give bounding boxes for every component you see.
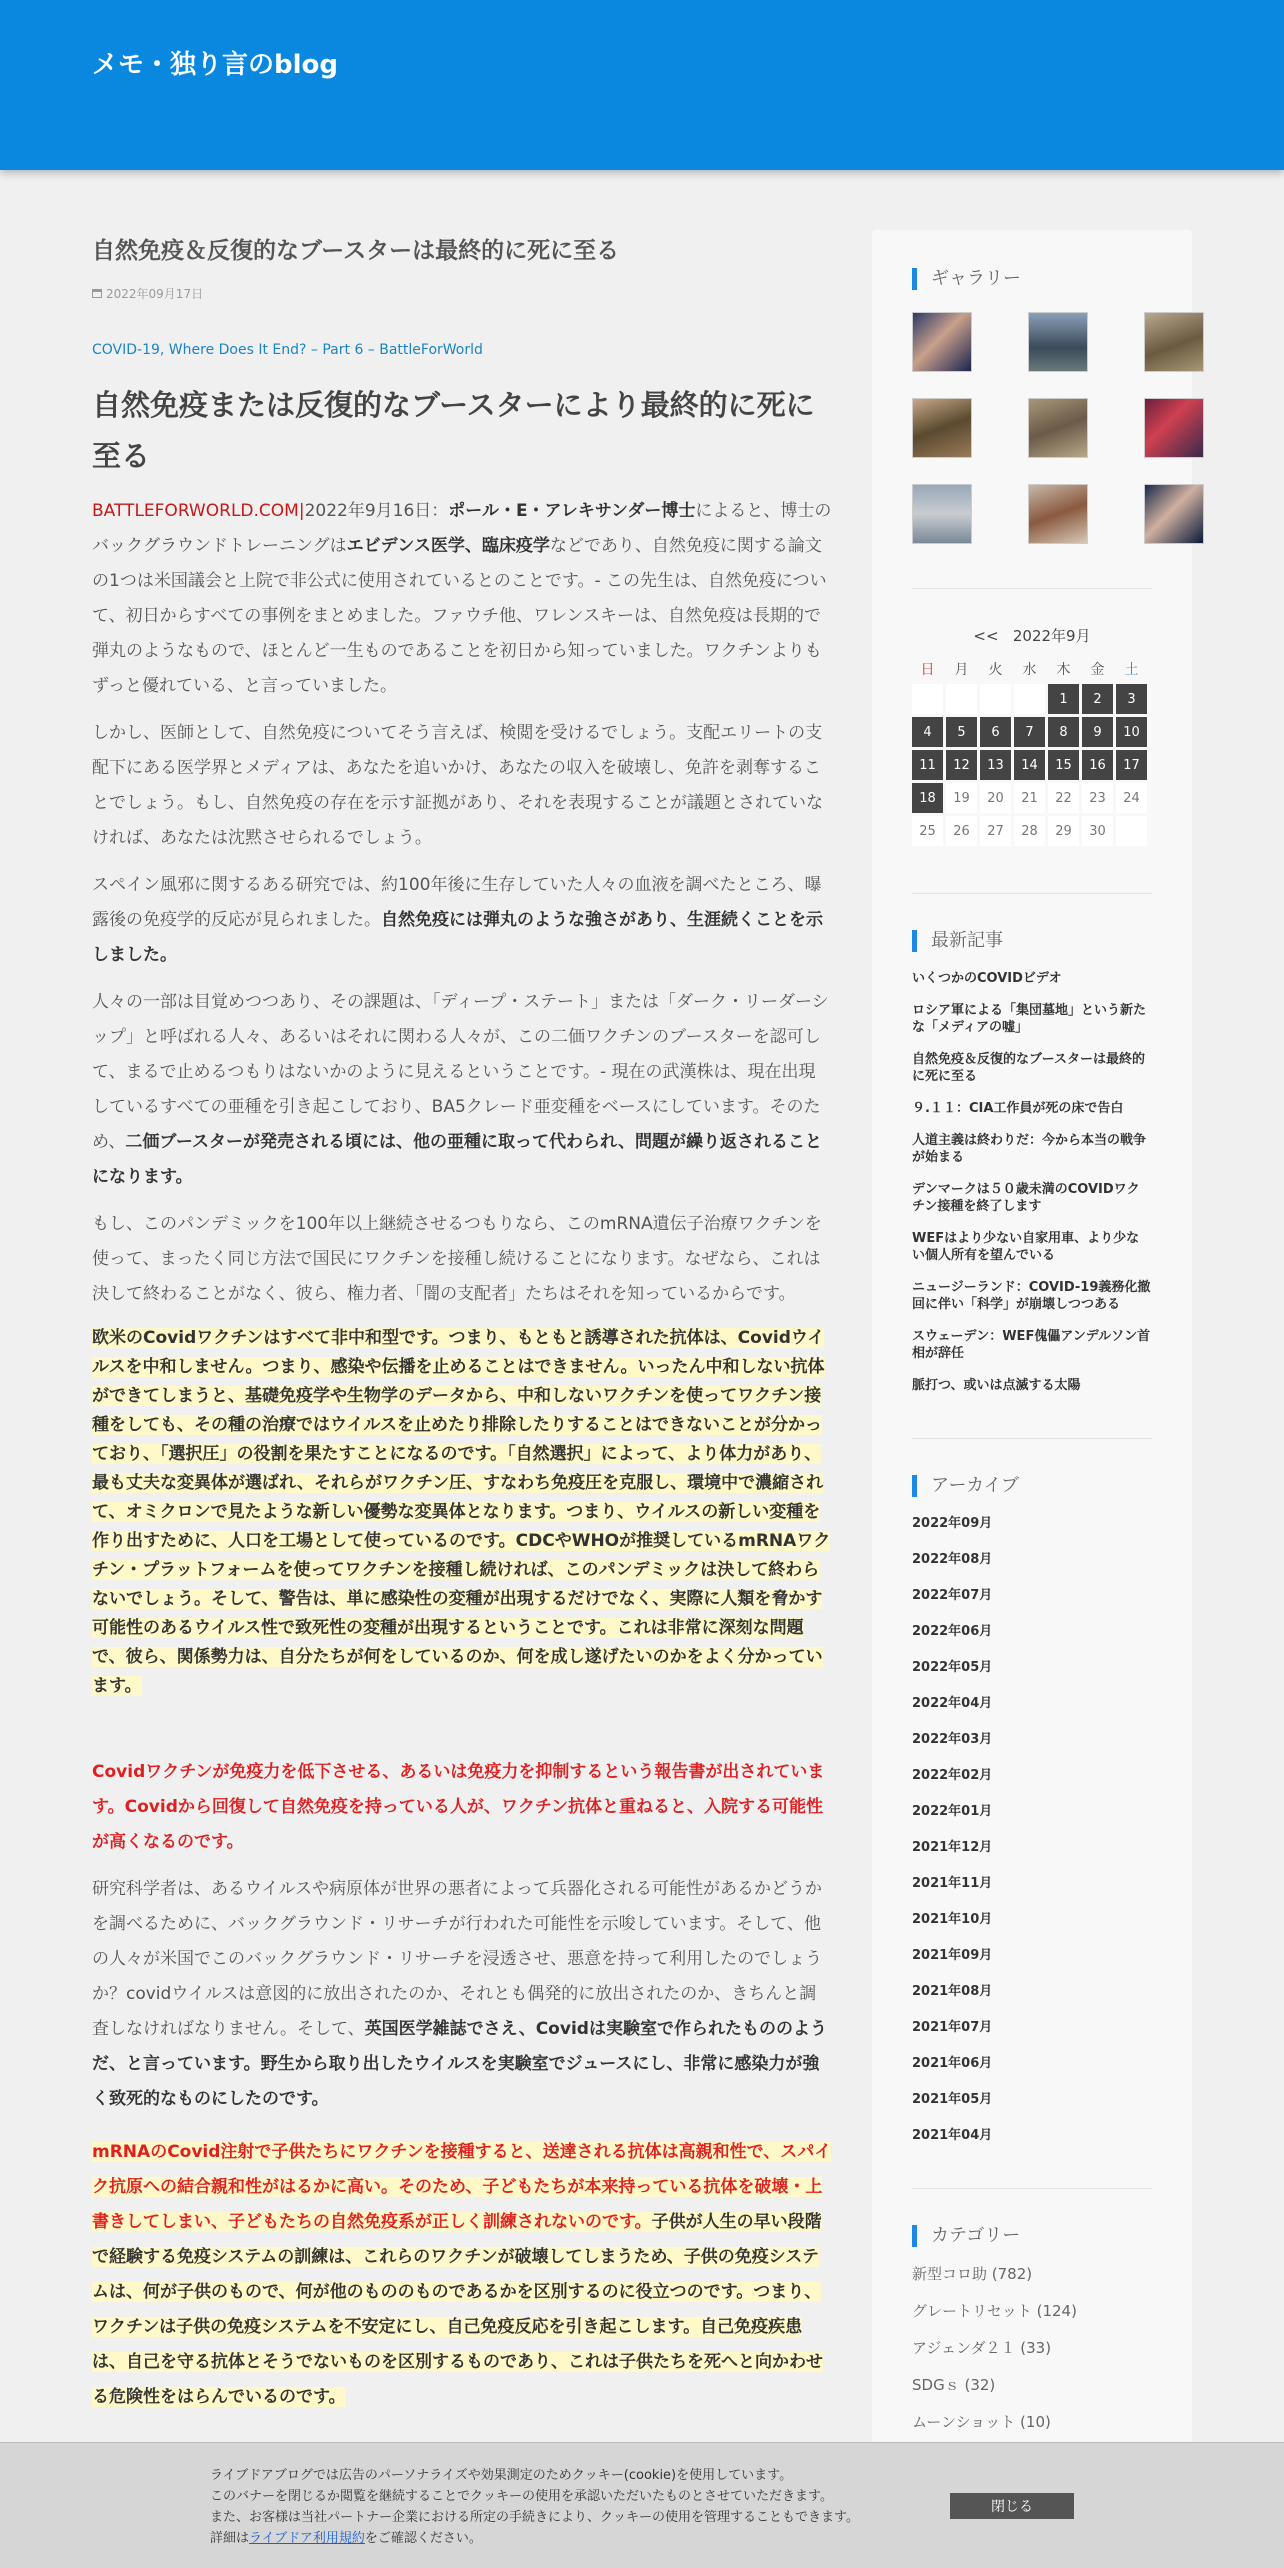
recent-post-link[interactable]: ９.１１：CIA工作員が死の床で告白 <box>912 1101 1124 1116</box>
calendar-day: 25 <box>912 816 943 846</box>
calendar-day: 23 <box>1082 783 1113 813</box>
sidebar <box>872 230 1192 2568</box>
calendar-day: 22 <box>1048 783 1079 813</box>
bold-text: ポール・E・アレキサンダー博士 <box>448 501 696 521</box>
archive-link[interactable]: 2022年04月 <box>912 1696 993 1711</box>
calendar-day: 24 <box>1116 783 1147 813</box>
archive-link[interactable]: 2022年02月 <box>912 1768 993 1783</box>
text: などであり、自然免疫に関する論文の1つは米国議会と上院で非公式に使用されているとのことです。- この先生は、自然免疫について、初日からすべての事例をまとめました。ファウチ他、ワレンスキーは、自然免疫は長期的で弾丸のようなもので、ほとんど一生ものであることを初日から知っていました。ワクチンよりもずっと優れている、と言っていました。 <box>92 536 827 696</box>
archive-link[interactable]: 2021年08月 <box>912 1984 993 1999</box>
calendar-day[interactable]: 18 <box>912 783 943 813</box>
recent-post-link[interactable]: いくつかのCOVIDビデオ <box>912 971 1062 986</box>
paragraph-9-highlighted <box>92 2135 832 2415</box>
calendar-weekday: 金 <box>1090 662 1105 678</box>
calendar-day[interactable]: 2 <box>1082 684 1113 714</box>
calendar-day: 28 <box>1014 816 1045 846</box>
recent-post-link[interactable]: ニュージーランド：COVID-19義務化撤回に伴い「科学」が崩壊しつつある <box>912 1280 1151 1312</box>
calendar-day: 21 <box>1014 783 1045 813</box>
calendar-day[interactable]: 15 <box>1048 750 1079 780</box>
calendar-month: 2022年9月 <box>1012 627 1091 645</box>
divider <box>912 893 1152 894</box>
paragraph-1 <box>92 494 832 704</box>
calendar-day[interactable]: 14 <box>1014 750 1045 780</box>
archive-link[interactable]: 2021年04月 <box>912 2128 993 2143</box>
text: 詳細は <box>210 2531 250 2546</box>
archive-link[interactable]: 2022年06月 <box>912 1624 993 1639</box>
gallery-thumb[interactable] <box>912 484 972 544</box>
category-link[interactable]: 新型コロ助 (782) <box>912 2265 1033 2283</box>
calendar-empty <box>980 684 1011 714</box>
category-link[interactable]: ムーンショット (10) <box>912 2413 1051 2431</box>
article-title[interactable]: 自然免疫＆反復的なブースターは最終的に死に至る <box>92 238 620 264</box>
category-link[interactable]: SDGｓ (32) <box>912 2376 996 2394</box>
archive-link[interactable]: 2021年10月 <box>912 1912 993 1927</box>
text: 2022年9月16日： <box>304 501 449 521</box>
calendar-weekday: 月 <box>954 662 969 678</box>
gallery-thumb[interactable] <box>1144 484 1204 544</box>
article-headline: 自然免疫または反復的なブースターにより最終的に死に至る <box>92 388 815 473</box>
calendar-icon <box>92 289 102 298</box>
category-title: カテゴリー <box>912 2225 1152 2247</box>
gallery-thumb[interactable] <box>912 312 972 372</box>
calendar-day[interactable]: 7 <box>1014 717 1045 747</box>
red-highlighted-text: mRNAのCovid注射で子供たちにワクチンを接種すると、送達される抗体は高親和性で、スパイク抗原への結合親和性がはるかに高い。そのため、子どもたちが本来持っている抗体を破壊・上書きしてしまい、子どもたちの自然免疫系が正しく訓練されないのです。 <box>92 2142 832 2232</box>
gallery-thumb[interactable] <box>1028 312 1088 372</box>
cookie-line: このバナーを閉じるか閲覧を継続することでクッキーの使用を承認いただいたものとさせていただきます。 <box>210 2489 833 2504</box>
archive-link[interactable]: 2021年06月 <box>912 2056 993 2071</box>
gallery-thumb[interactable] <box>1144 398 1204 458</box>
cookie-close-button[interactable]: 閉じる <box>950 2493 1074 2519</box>
paragraph-6-highlighted <box>92 1324 832 1701</box>
cookie-line: また、お客様は当社パートナー企業における所定の手続きにより、クッキーの使用を管理することもできます。 <box>210 2510 859 2525</box>
recent-post-link[interactable]: WEFはより少ない自家用車、より少ない個人所有を望んでいる <box>912 1231 1140 1263</box>
calendar-day: 20 <box>980 783 1011 813</box>
calendar-day[interactable]: 1 <box>1048 684 1079 714</box>
calendar-day: 26 <box>946 816 977 846</box>
bold-text: 自然免疫には弾丸のような強さがあり、生涯続くことを示しました。 <box>92 910 823 965</box>
calendar-weekday: 日 <box>920 662 935 678</box>
text: 研究科学者は、あるウイルスや病原体が世界の悪者によって兵器化される可能性があるかどうかを調べるために、バックグラウンド・リサーチが行われた可能性を示唆しています。そして、他の人々が米国でこのバックグラウンド・リサーチを浸透させ、悪意を持って利用したのでしょうか？covidウイルスは意図的に放出されたのか、それとも偶発的に放出されたのか、きちんと調査しなければなりません。そして、 <box>92 1879 823 2039</box>
recent-post-link[interactable]: ロシア軍による「集団墓地」という新たな「メディアの嘘」 <box>912 1003 1147 1035</box>
article-date <box>92 285 832 302</box>
archive-title: アーカイブ <box>912 1475 1152 1497</box>
calendar-day[interactable]: 6 <box>980 717 1011 747</box>
calendar-day[interactable]: 5 <box>946 717 977 747</box>
archive-link[interactable]: 2022年08月 <box>912 1552 993 1567</box>
recent-posts-list <box>912 970 1152 1394</box>
cookie-text <box>210 2465 950 2549</box>
calendar-day[interactable]: 4 <box>912 717 943 747</box>
text: 人々の一部は目覚めつつあり、その課題は、「ディープ・ステート」または「ダーク・リーダーシップ」と呼ばれる人々、あるいはそれに関わる人々が、この二価ワクチンのブースターを認可して、まるで止めるつもりはないかのように見えるということです。- 現在の武漢株は、現在出現しているすべての亜種を引き起こしており、BA5クレード亜変種をベースにしています。そのため、 <box>92 992 829 1152</box>
category-list <box>912 2265 1152 2468</box>
calendar-day[interactable]: 8 <box>1048 717 1079 747</box>
archive-link[interactable]: 2022年01月 <box>912 1804 993 1819</box>
calendar-day[interactable]: 3 <box>1116 684 1147 714</box>
archive-link[interactable]: 2021年09月 <box>912 1948 993 1963</box>
calendar-empty <box>1014 684 1045 714</box>
site-header <box>0 0 1284 170</box>
calendar-header <box>912 625 1152 646</box>
cookie-line <box>210 2528 950 2549</box>
calendar-day[interactable]: 10 <box>1116 717 1147 747</box>
archive-link[interactable]: 2022年07月 <box>912 1588 993 1603</box>
calendar-weekday: 土 <box>1124 662 1139 678</box>
divider <box>912 2188 1152 2189</box>
calendar-day[interactable]: 13 <box>980 750 1011 780</box>
calendar-prev-link[interactable]: << <box>973 627 999 645</box>
paragraph-8 <box>92 1872 832 2117</box>
source-link[interactable]: COVID-19, Where Does It End? – Part 6 – BattleForWorld <box>92 342 483 358</box>
gallery-thumb[interactable] <box>1144 312 1204 372</box>
calendar-day: 19 <box>946 783 977 813</box>
calendar-empty <box>1116 816 1147 846</box>
archive-link[interactable]: 2021年07月 <box>912 2020 993 2035</box>
text: スペイン風邪に関するある研究では、約100年後に生存していた人々の血液を調べたところ、曝露後の免疫学的反応が見られました。 <box>92 875 822 930</box>
recent-post-link[interactable]: スウェーデン：WEF傀儡アンデルソン首相が辞任 <box>912 1329 1151 1361</box>
bold-text: エビデンス医学、臨床疫学 <box>346 536 550 556</box>
archive-link[interactable]: 2021年11月 <box>912 1876 993 1891</box>
paragraph-4 <box>92 985 832 1195</box>
calendar-day[interactable]: 16 <box>1082 750 1113 780</box>
archive-link[interactable]: 2022年09月 <box>912 1516 993 1531</box>
bold-text: 英国医学雑誌でさえ、Covidは実験室で作られたもののようだ、と言っています。野生から取り出したウイルスを実験室でジュースにし、非常に感染力が強く致死的なものにしたのです。 <box>92 2019 827 2109</box>
paragraph-3 <box>92 868 832 973</box>
separator: | <box>298 501 305 521</box>
archive-list <box>912 1515 1152 2144</box>
calendar-day: 30 <box>1082 816 1113 846</box>
text: によると、博士のバックグラウンドトレーニングは <box>92 501 832 556</box>
category-link[interactable]: グレートリセット (124) <box>912 2302 1077 2320</box>
calendar-empty <box>946 684 977 714</box>
recent-title: 最新記事 <box>912 930 1152 952</box>
text: をご確認ください。 <box>364 2531 482 2546</box>
highlighted-text: 欧米のCovidワクチンはすべて非中和型です。つまり、もともと誘導された抗体は、Covidウイルスを中和しません。つまり、感染や伝播を止めることはできません。いったん中和しない抗体ができてしまうと、基礎免疫学や生物学のデータから、中和しないワクチンを使ってワクチン接種をしても、その種の治療ではウイルスを止めたり排除したりすることはできないことが分かっており、「選択圧」の役割を果たすことになるのです。「自然選択」によって、より体力があり、最も丈夫な変異体が選ばれ、それらがワクチン圧、すなわち免疫圧を克服し、環境中で濃縮されて、オミクロンで見たような新しい優勢な変異体となります。つまり、ウイルスの新しい変種を作り出すために、人口を工場として使っているのです。CDCやWHOが推奨しているmRNAワクチン・プラットフォームを使ってワクチンを接種し続ければ、このパンデミックは決して終わらないでしょう。そして、警告は、単に感染性の変種が出現するだけでなく、実際に人類を脅かす可能性のあるウイルス性で致死性の変種が出現するということです。これは非常に深刻な問題で、彼ら、関係勢力は、自分たちが何をしているのか、何を成し遂げたいのかをよく分かっています。 <box>92 1328 831 1696</box>
calendar-empty <box>912 684 943 714</box>
recent-post-link[interactable]: デンマークは５０歳未満のCOVIDワクチン接種を終了します <box>912 1182 1140 1214</box>
gallery-thumb[interactable] <box>912 398 972 458</box>
calendar-day[interactable]: 9 <box>1082 717 1113 747</box>
calendar-weekday: 木 <box>1056 662 1071 678</box>
cookie-banner <box>0 2442 1284 2568</box>
article-date-text: 2022年09月17日 <box>106 287 204 301</box>
divider <box>912 1438 1152 1439</box>
cookie-line: ライブドアブログでは広告のパーソナライズや効果測定のためクッキー(cookie)を使用しています。 <box>210 2468 793 2483</box>
terms-link[interactable]: ライブドア利用規約 <box>249 2531 365 2546</box>
recent-post-link[interactable]: 人道主義は終わりだ：今から本当の戦争が始まる <box>912 1133 1147 1165</box>
gallery-title: ギャラリー <box>912 268 1152 290</box>
calendar-day[interactable]: 12 <box>946 750 977 780</box>
source-site-link[interactable]: BATTLEFORWORLD.COM <box>92 501 299 521</box>
recent-post-link[interactable]: 自然免疫＆反復的なブースターは最終的に死に至る <box>912 1052 1145 1084</box>
highlighted-text: 子供が人生の早い段階で経験する免疫システムの訓練は、これらのワクチンが破壊してしまうため、子供の免疫システムは、何が子供のもので、何が他のもののものであるかを区別するのに役立つのです。つまり、ワクチンは子供の免疫システムを不安定にし、自己免疫反応を引き起こします。自己免疫疾患は、自己を守る抗体とそうでないものを区別するものであり、これは子供たちを死へと向かわせる危険性をはらんでいるのです。 <box>92 2212 823 2407</box>
archive-link[interactable]: 2021年12月 <box>912 1840 993 1855</box>
recent-post-link[interactable]: 脈打つ、或いは点滅する太陽 <box>912 1378 1081 1393</box>
site-title[interactable]: メモ・独り言のblog <box>92 50 338 80</box>
gallery-thumb[interactable] <box>1028 398 1088 458</box>
calendar-day: 29 <box>1048 816 1079 846</box>
divider <box>912 588 1152 589</box>
bold-text: 二価ブースターが発売される頃には、他の亜種に取って代わられ、問題が繰り返されることになります。 <box>92 1132 822 1187</box>
gallery-thumb[interactable] <box>1028 484 1088 544</box>
paragraph-7-red: Covidワクチンが免疫力を低下させる、あるいは免疫力を抑制するという報告書が出されています。Covidから回復して自然免疫を持っている人が、ワクチン抗体と重ねると、入院する可能性が高くなるのです。 <box>92 1762 825 1852</box>
archive-link[interactable]: 2022年03月 <box>912 1732 993 1747</box>
gallery <box>912 312 1152 544</box>
calendar-weekday: 火 <box>988 662 1003 678</box>
main-content <box>92 230 832 2415</box>
calendar-day[interactable]: 11 <box>912 750 943 780</box>
calendar-day[interactable]: 17 <box>1116 750 1147 780</box>
archive-link[interactable]: 2021年05月 <box>912 2092 993 2107</box>
paragraph-5: もし、このパンデミックを100年以上継続させるつもりなら、このmRNA遺伝子治療ワクチンを使って、まったく同じ方法で国民にワクチンを接種し続けることになります。なぜなら、これは決して終わることがなく、彼ら、権力者、「闇の支配者」たちはそれを知っているからです。 <box>92 1214 822 1304</box>
category-link[interactable]: アジェンダ２１ (33) <box>912 2339 1052 2357</box>
calendar-table <box>909 654 1150 849</box>
paragraph-2: しかし、医師として、自然免疫についてそう言えば、検閲を受けるでしょう。支配エリートの支配下にある医学界とメディアは、あなたを追いかけ、あなたの収入を破壊し、免許を剥奪することでしょう。もし、自然免疫の存在を示す証拠があり、それを表現することが議題とされていなければ、あなたは沈黙させられるでしょう。 <box>92 723 823 848</box>
calendar-day: 27 <box>980 816 1011 846</box>
archive-link[interactable]: 2022年05月 <box>912 1660 993 1675</box>
calendar-weekday: 水 <box>1022 662 1037 678</box>
